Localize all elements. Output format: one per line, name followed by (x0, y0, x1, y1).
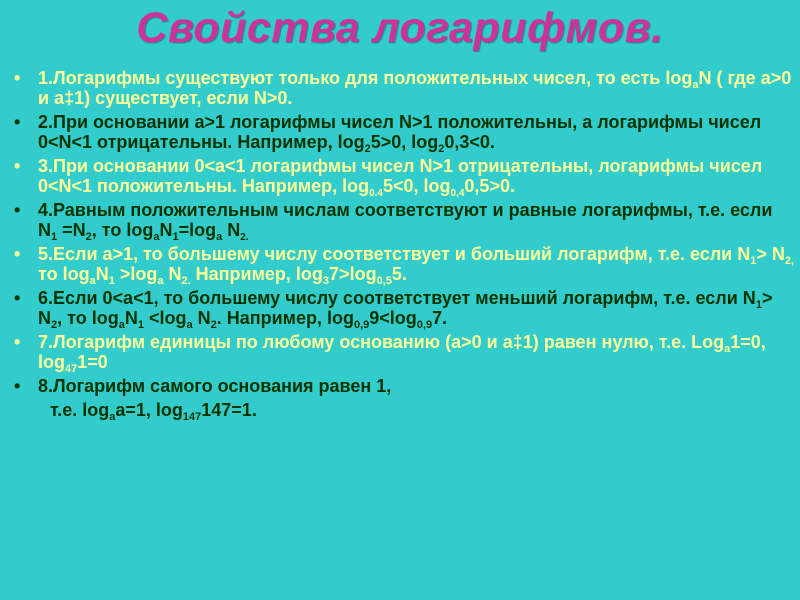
bullet-icon: • (14, 288, 21, 308)
list-item: • 7.Логарифм единицы по любому основанию (a>0 и a‡1) равен нулю, т.е. Log$_a$1=0, $\log_{47}1=0$ (14, 332, 766, 375)
list-item: • 1.Логарифмы существуют только для положительных чисел, то есть $\log_aN$ ( где a>0 и a‡1) существует, если N>0. (14, 68, 792, 108)
list-item: • 4.Равным положительным числам соответствуют и равные логарифмы, т.е. если $N_1 =N_2$, то $\log_aN_1=\log_a$ $N_{2.}$ (14, 200, 773, 243)
list-item: • 6.Если 0<a<1, то большему числу соответствует меньший логарифм, т.е. если $N_1> N_2$, то $\log_aN_1 <\log_a$ $N_2$. Например, $\log_{0,9}9<\log_{0,9}7$. (14, 288, 773, 331)
bullet-icon: • (14, 200, 21, 220)
list-item: • 3.При основании 0<a<1 логарифмы чисел N>1 отрицательны, логарифмы чисел 0<N<1 положительны. Например, $\log_{0.4}5<0$, $\log_{0,4}0,5>0$. (14, 156, 763, 199)
bullet-icon: • (14, 112, 21, 132)
list-item: • 8.Логарифм самого основания равен 1, (14, 376, 392, 396)
list-item-continuation: т.е. $\log_aa=1$, $\log_{147}147=1$. (50, 400, 257, 423)
bullet-icon: • (14, 376, 21, 396)
bullet-icon: • (14, 332, 21, 352)
list-item: • 5.Если a>1, то большему числу соответствует и больший логарифм, т.е. если $N_1> N_{2,}$ то $\log_aN_1 >\log_a$ $N_{2.}$ Например, $\log_37>\log_{0,5}5$. (14, 244, 795, 287)
bullet-icon: • (14, 244, 21, 264)
slide-title: Свойства логарифмов. (136, 4, 664, 52)
property-list (12, 68, 796, 424)
list-item: • 2.При основании a>1 логарифмы чисел N>1 положительны, а логарифмы чисел 0<N<1 отрицательны. Например, $\log_25>0$, $\log_20,3<0$. (14, 112, 762, 155)
bullet-icon: • (14, 156, 21, 176)
bullet-icon: • (14, 68, 21, 88)
